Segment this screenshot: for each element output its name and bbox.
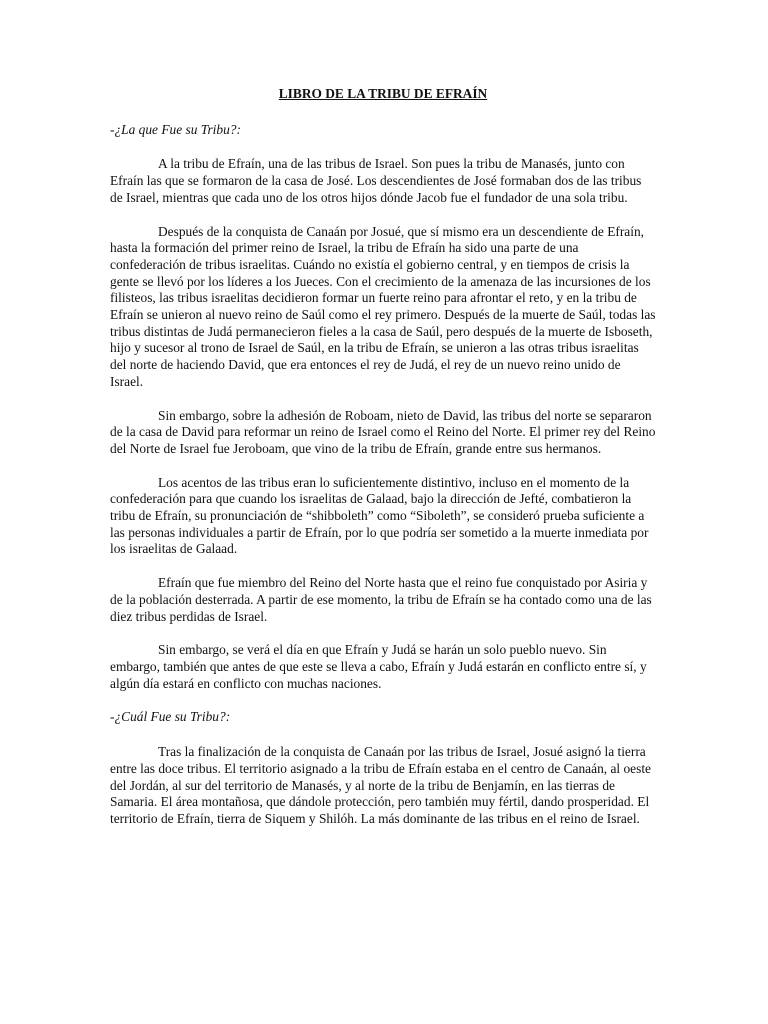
- document-page: [110, 86, 656, 845]
- paragraph: A la tribu de Efraín, una de las tribus de Israel. Son pues la tribu de Manasés, junto con Efraín las que se formaron de la casa de José. Los descendientes de José formaban dos de las tribus de Israel, mientras que cada uno de los otros hijos dónde Jacob fue el fundador de una sola tribu.: [110, 156, 642, 205]
- paragraph: Los acentos de las tribus eran lo suficientemente distintivo, incluso en el momento de la confederación para que cuando los israelitas de Galaad, bajo la dirección de Jefté, combatieron la tribu de Efraín, su pronunciación de “shibboleth” como “Siboleth”, se consideró prueba suficiente a las personas individuales a partir de Efraín, por lo que podría ser sometido a la muerte inmediata por los israelitas de Galaad.: [110, 474, 649, 557]
- document-title: LIBRO DE LA TRIBU DE EFRAÍN: [278, 86, 488, 101]
- paragraph: Sin embargo, se verá el día en que Efraín y Judá se harán un solo pueblo nuevo. Sin embargo, también que antes de que este se lleva a cabo, Efraín y Judá estarán en conflicto entre sí, y algún día estará en conflicto con muchas naciones.: [110, 642, 647, 691]
- section-heading-1: -¿La que Fue su Tribu?:: [110, 121, 241, 137]
- paragraph: Tras la finalización de la conquista de Canaán por las tribus de Israel, Josué asignó la tierra entre las doce tribus. El territorio asignado a la tribu de Efraín estaba en el centro de Canaán, al oeste del Jordán, al sur del territorio de Manasés, y al norte de la tribu de Benjamín, en las tierras de Samaria. El área montañosa, que dándole protección, pero también muy fértil, dando prosperidad. El territorio de Efraín, tierra de Siquem y Shilóh. La más dominante de las tribus en el reino de Israel.: [110, 744, 651, 826]
- paragraph: Después de la conquista de Canaán por Josué, que sí mismo era un descendiente de Efraín, hasta la formación del primer reino de Israel, la tribu de Efraín ha sido una parte de una confederación de tribus israelitas. Cuándo no existía el gobierno central, y en tiempos de crisis la gente se llevó por los líderes a los Jueces. Con el crecimiento de la amenaza de las incursiones de los filisteos, las tribus israelitas decidieron formar un fuerte reino para afrontar el reto, y en la tribu de Efraín se unieron al nuevo reino de Saúl como el rey primero. Después de la muerte de Saúl, todas las tribus distintas de Judá permanecieron fieles a la casa de Saúl, pero después de la muerte de Isboseth, hijo y sucesor al trono de Israel de Saúl, en la tribu de Efraín, se unieron a las otras tribus israelitas del norte de haciendo David, que era entonces el rey de Judá, el rey de un nuevo reino unido de Israel.: [110, 223, 656, 389]
- paragraph: Efraín que fue miembro del Reino del Norte hasta que el reino fue conquistado por Asiria y de la población desterrada. A partir de ese momento, la tribu de Efraín se ha contado como una de las diez tribus perdidas de Israel.: [110, 575, 652, 624]
- paragraph: Sin embargo, sobre la adhesión de Roboam, nieto de David, las tribus del norte se separaron de la casa de David para reformar un reino de Israel como el Reino del Norte. El primer rey del Reino del Norte de Israel fue Jeroboam, que vino de la tribu de Efraín, grande entre sus hermanos.: [110, 407, 656, 456]
- section-heading-2: -¿Cuál Fue su Tribu?:: [110, 709, 231, 725]
